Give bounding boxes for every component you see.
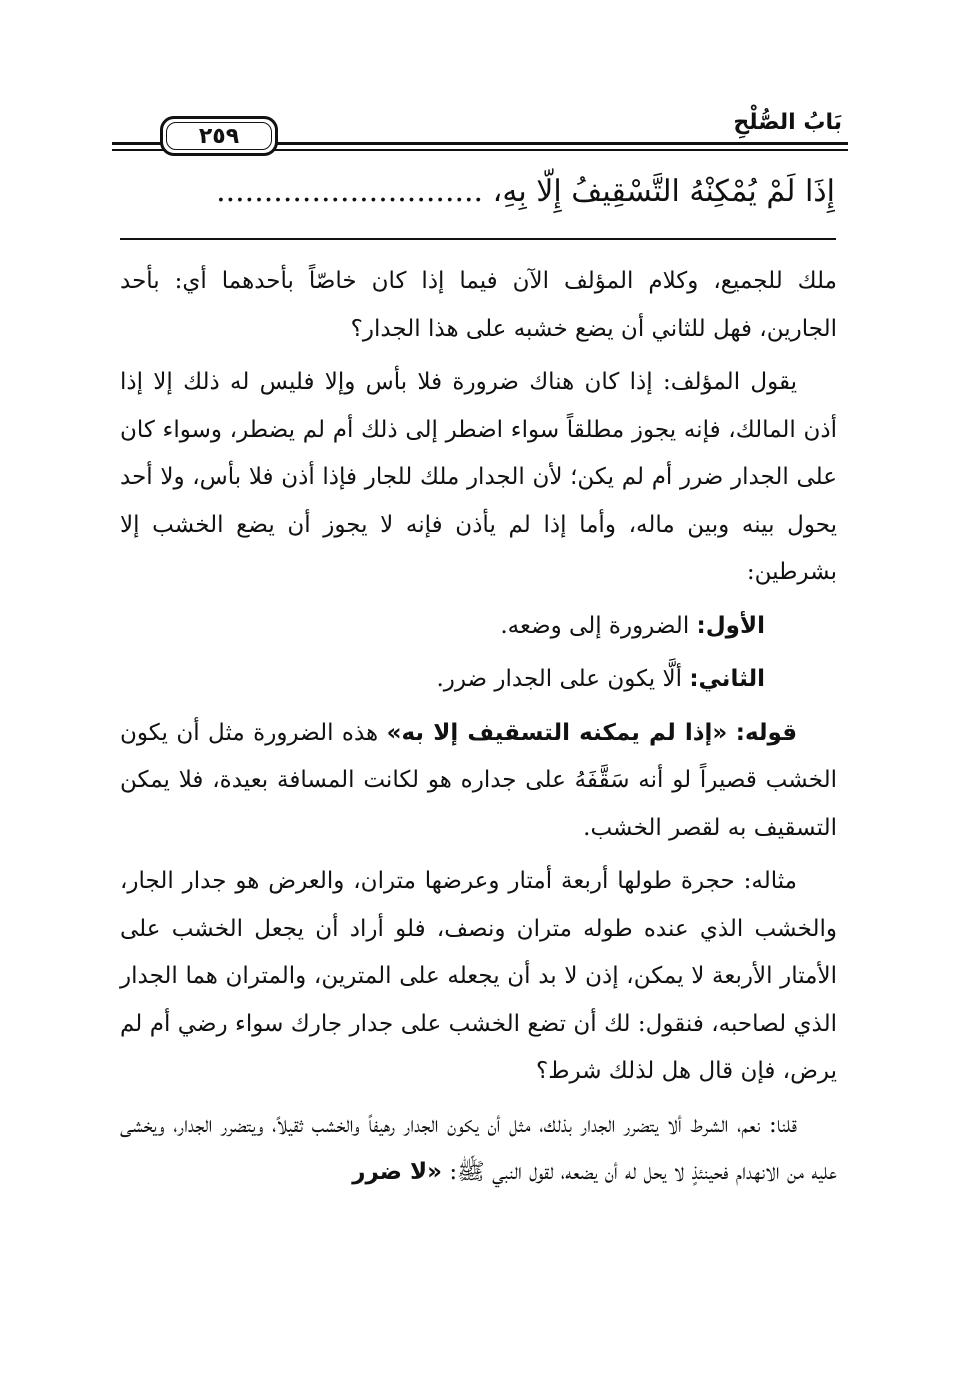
page-number	[160, 116, 278, 156]
paragraph	[120, 710, 837, 853]
condition-item	[120, 603, 837, 651]
condition-item	[120, 656, 837, 704]
matn-text: إِذَا لَمْ يُمْكِنْهُ التَّسْقِيفُ إِلَّا بِهِ،	[492, 174, 835, 209]
paragraph	[120, 858, 837, 1096]
paragraph	[120, 1102, 837, 1197]
matn-separator	[120, 238, 836, 240]
chapter-title: بَابُ الصُّلْحِ	[733, 110, 842, 135]
hadith-quote: «لا ضرر	[352, 1159, 442, 1185]
paragraph-text: قلنا: نعم، الشرط ألا يتضرر الجدار بذلك، مثل أن يكون الجدار رهيفاً والخشب ثقيلاً، ويتضرر الجدار، ويخشى عليه من الانهدام فحينئذٍ لا يحل له أن يضعه، لقول النبي ﷺ:	[120, 1111, 837, 1185]
condition-label: الأول:	[696, 612, 765, 639]
condition-text: الضرورة إلى وضعه.	[500, 612, 690, 639]
matn-line	[120, 168, 835, 216]
paragraph-text: ملك للجميع، وكلام المؤلف الآن فيما إذا كان خاصّاً بأحدهما أي: بأحد الجارين، فهل للثاني أن يضع خشبه على هذا الجدار؟	[120, 268, 837, 342]
paragraph	[120, 359, 837, 597]
page-number-text: ٢٥٩	[198, 123, 240, 149]
commentary-body	[120, 258, 837, 1197]
paragraph-text: يقول المؤلف: إذا كان هناك ضرورة فلا بأس وإلا فليس له ذلك إلا إذا أذن المالك، فإنه يجوز مطلقاً سواء اضطر إلى ذلك أم لم يضطر، وسواء كان على الجدار ضرر أم لم يكن؛ لأن الجدار ملك للجار فإذا أذن فلا بأس، ولا أحد يحول بينه وبين ماله، وأما إذا لم يأذن فإنه لا يجوز أن يضع الخشب إلا بشرطين:	[120, 369, 837, 585]
paragraph	[120, 258, 837, 353]
paragraph-text: مثاله: حجرة طولها أربعة أمتار وعرضها متران، والعرض هو جدار الجار، والخشب الذي عنده طوله متران ونصف، فلو أراد أن يجعل الخشب على الأمتار الأربعة لا يمكن، إذن لا بد أن يجعله على المترين، والمتران هما الجدار الذي لصاحبه، فنقول: لك أن تضع الخشب على جدار جارك سواء رضي أم لم يرض، فإن قال هل لذلك شرط؟	[120, 868, 837, 1084]
page-header	[112, 108, 848, 160]
condition-text: ألَّا يكون على الجدار ضرر.	[436, 666, 683, 692]
condition-label: الثاني:	[689, 666, 765, 692]
matn-dots: ............................	[216, 174, 484, 209]
paragraph-text: هذه الضرورة مثل أن يكون الخشب قصيراً لو أنه سَقَّفَهُ على جداره هو لكانت المسافة بعيدة، فلا يمكن التسقيف به لقصر الخشب.	[120, 719, 837, 841]
qawluhu-label: قوله:	[735, 719, 798, 746]
matn-quote: «إذا لم يمكنه التسقيف إلا به»	[386, 719, 728, 746]
